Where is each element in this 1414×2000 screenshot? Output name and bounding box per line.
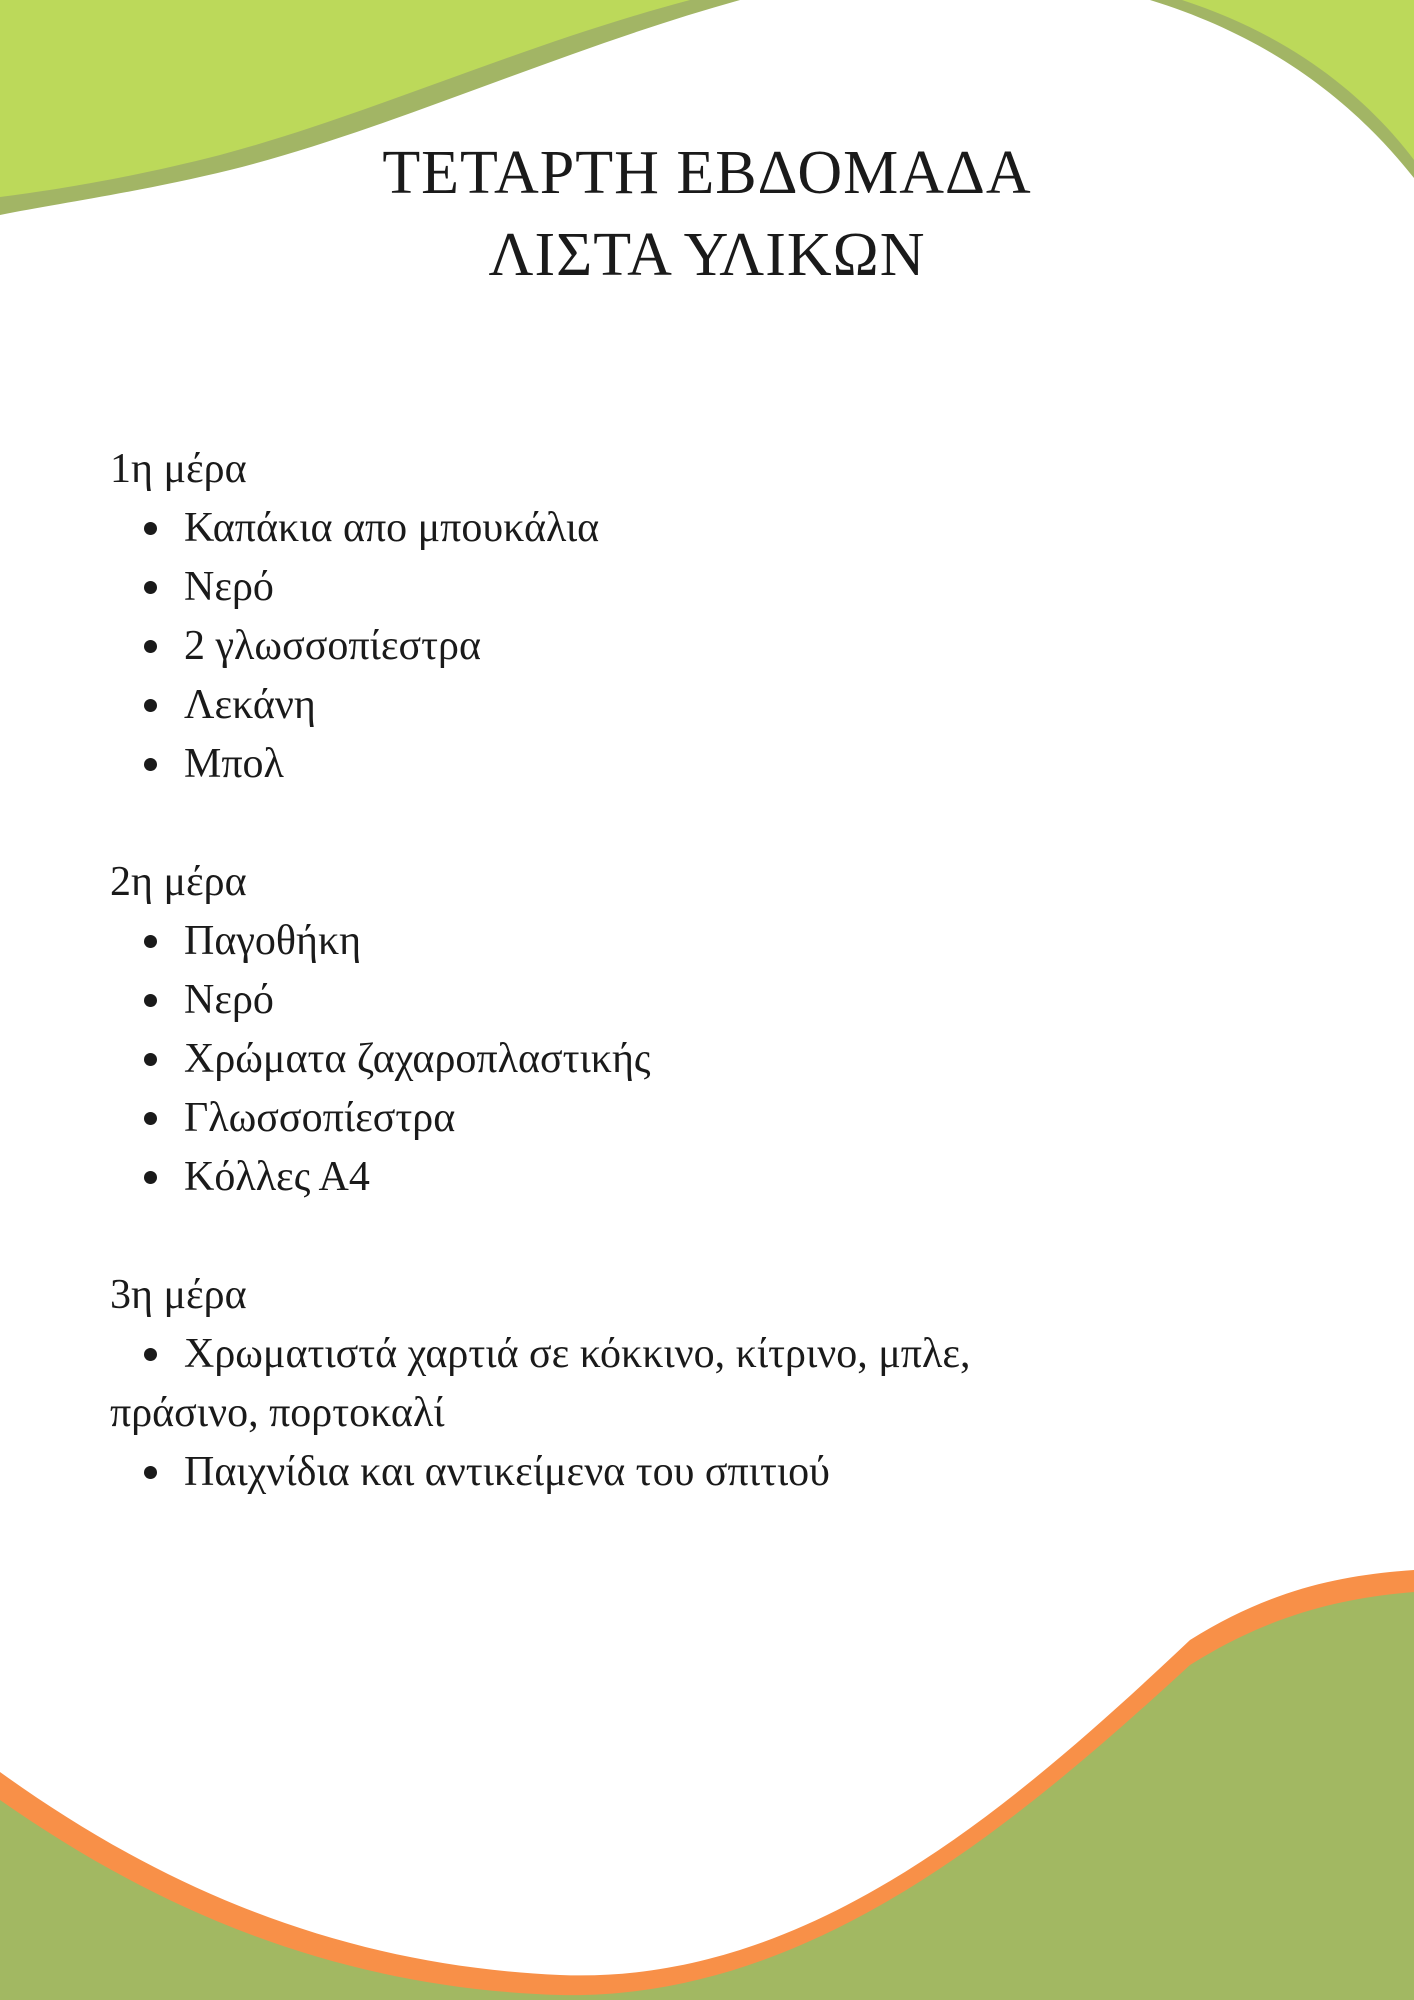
list-item: Παγοθήκη xyxy=(110,912,1110,971)
bullet-icon xyxy=(144,1466,157,1479)
list-item: Λεκάνη xyxy=(110,676,1110,735)
day-2-items xyxy=(110,912,1110,1207)
list-item: Χρωματιστά χαρτιά σε κόκκινο, κίτρινο, μπλε, πράσινο, πορτοκαλί xyxy=(110,1331,971,1436)
bullet-icon xyxy=(144,581,157,594)
day-2-label: 2η μέρα xyxy=(110,859,247,905)
day-2-section xyxy=(110,853,1110,1207)
title-line-week: ΤΕΤΑΡΤΗ ΕΒΔΟΜΑΔΑ xyxy=(382,139,1032,207)
page-title xyxy=(0,132,1414,296)
list-item: Καπάκια απο μπουκάλια xyxy=(110,499,1110,558)
day-3-section xyxy=(110,1266,1110,1502)
list-item: Παιχνίδια και αντικείμενα του σπιτιού xyxy=(110,1443,1110,1502)
bullet-icon xyxy=(144,522,157,535)
list-item: Μπολ xyxy=(110,735,1110,794)
list-item: Χρώματα ζαχαροπλαστικής xyxy=(110,1030,1110,1089)
list-item: 2 γλωσσοπίεστρα xyxy=(110,617,1110,676)
bullet-icon xyxy=(144,1348,157,1361)
title-line-materials: ΛΙΣΤΑ ΥΛΙΚΩΝ xyxy=(488,221,926,289)
list-item: Νερό xyxy=(110,558,1110,617)
list-item: Κόλλες Α4 xyxy=(110,1148,1110,1207)
materials-list xyxy=(110,440,1110,1502)
bullet-icon xyxy=(144,1053,157,1066)
bullet-icon xyxy=(144,699,157,712)
bullet-icon xyxy=(144,758,157,771)
bullet-icon xyxy=(144,640,157,653)
list-item: Γλωσσοπίεστρα xyxy=(110,1089,1110,1148)
bullet-icon xyxy=(144,1171,157,1184)
list-item: Νερό xyxy=(110,971,1110,1030)
bullet-icon xyxy=(144,935,157,948)
day-1-label: 1η μέρα xyxy=(110,446,247,492)
day-3-items xyxy=(110,1325,1110,1502)
day-3-label: 3η μέρα xyxy=(110,1272,247,1318)
day-1-items xyxy=(110,499,1110,794)
bullet-icon xyxy=(144,1112,157,1125)
bullet-icon xyxy=(144,994,157,1007)
day-1-section xyxy=(110,440,1110,794)
